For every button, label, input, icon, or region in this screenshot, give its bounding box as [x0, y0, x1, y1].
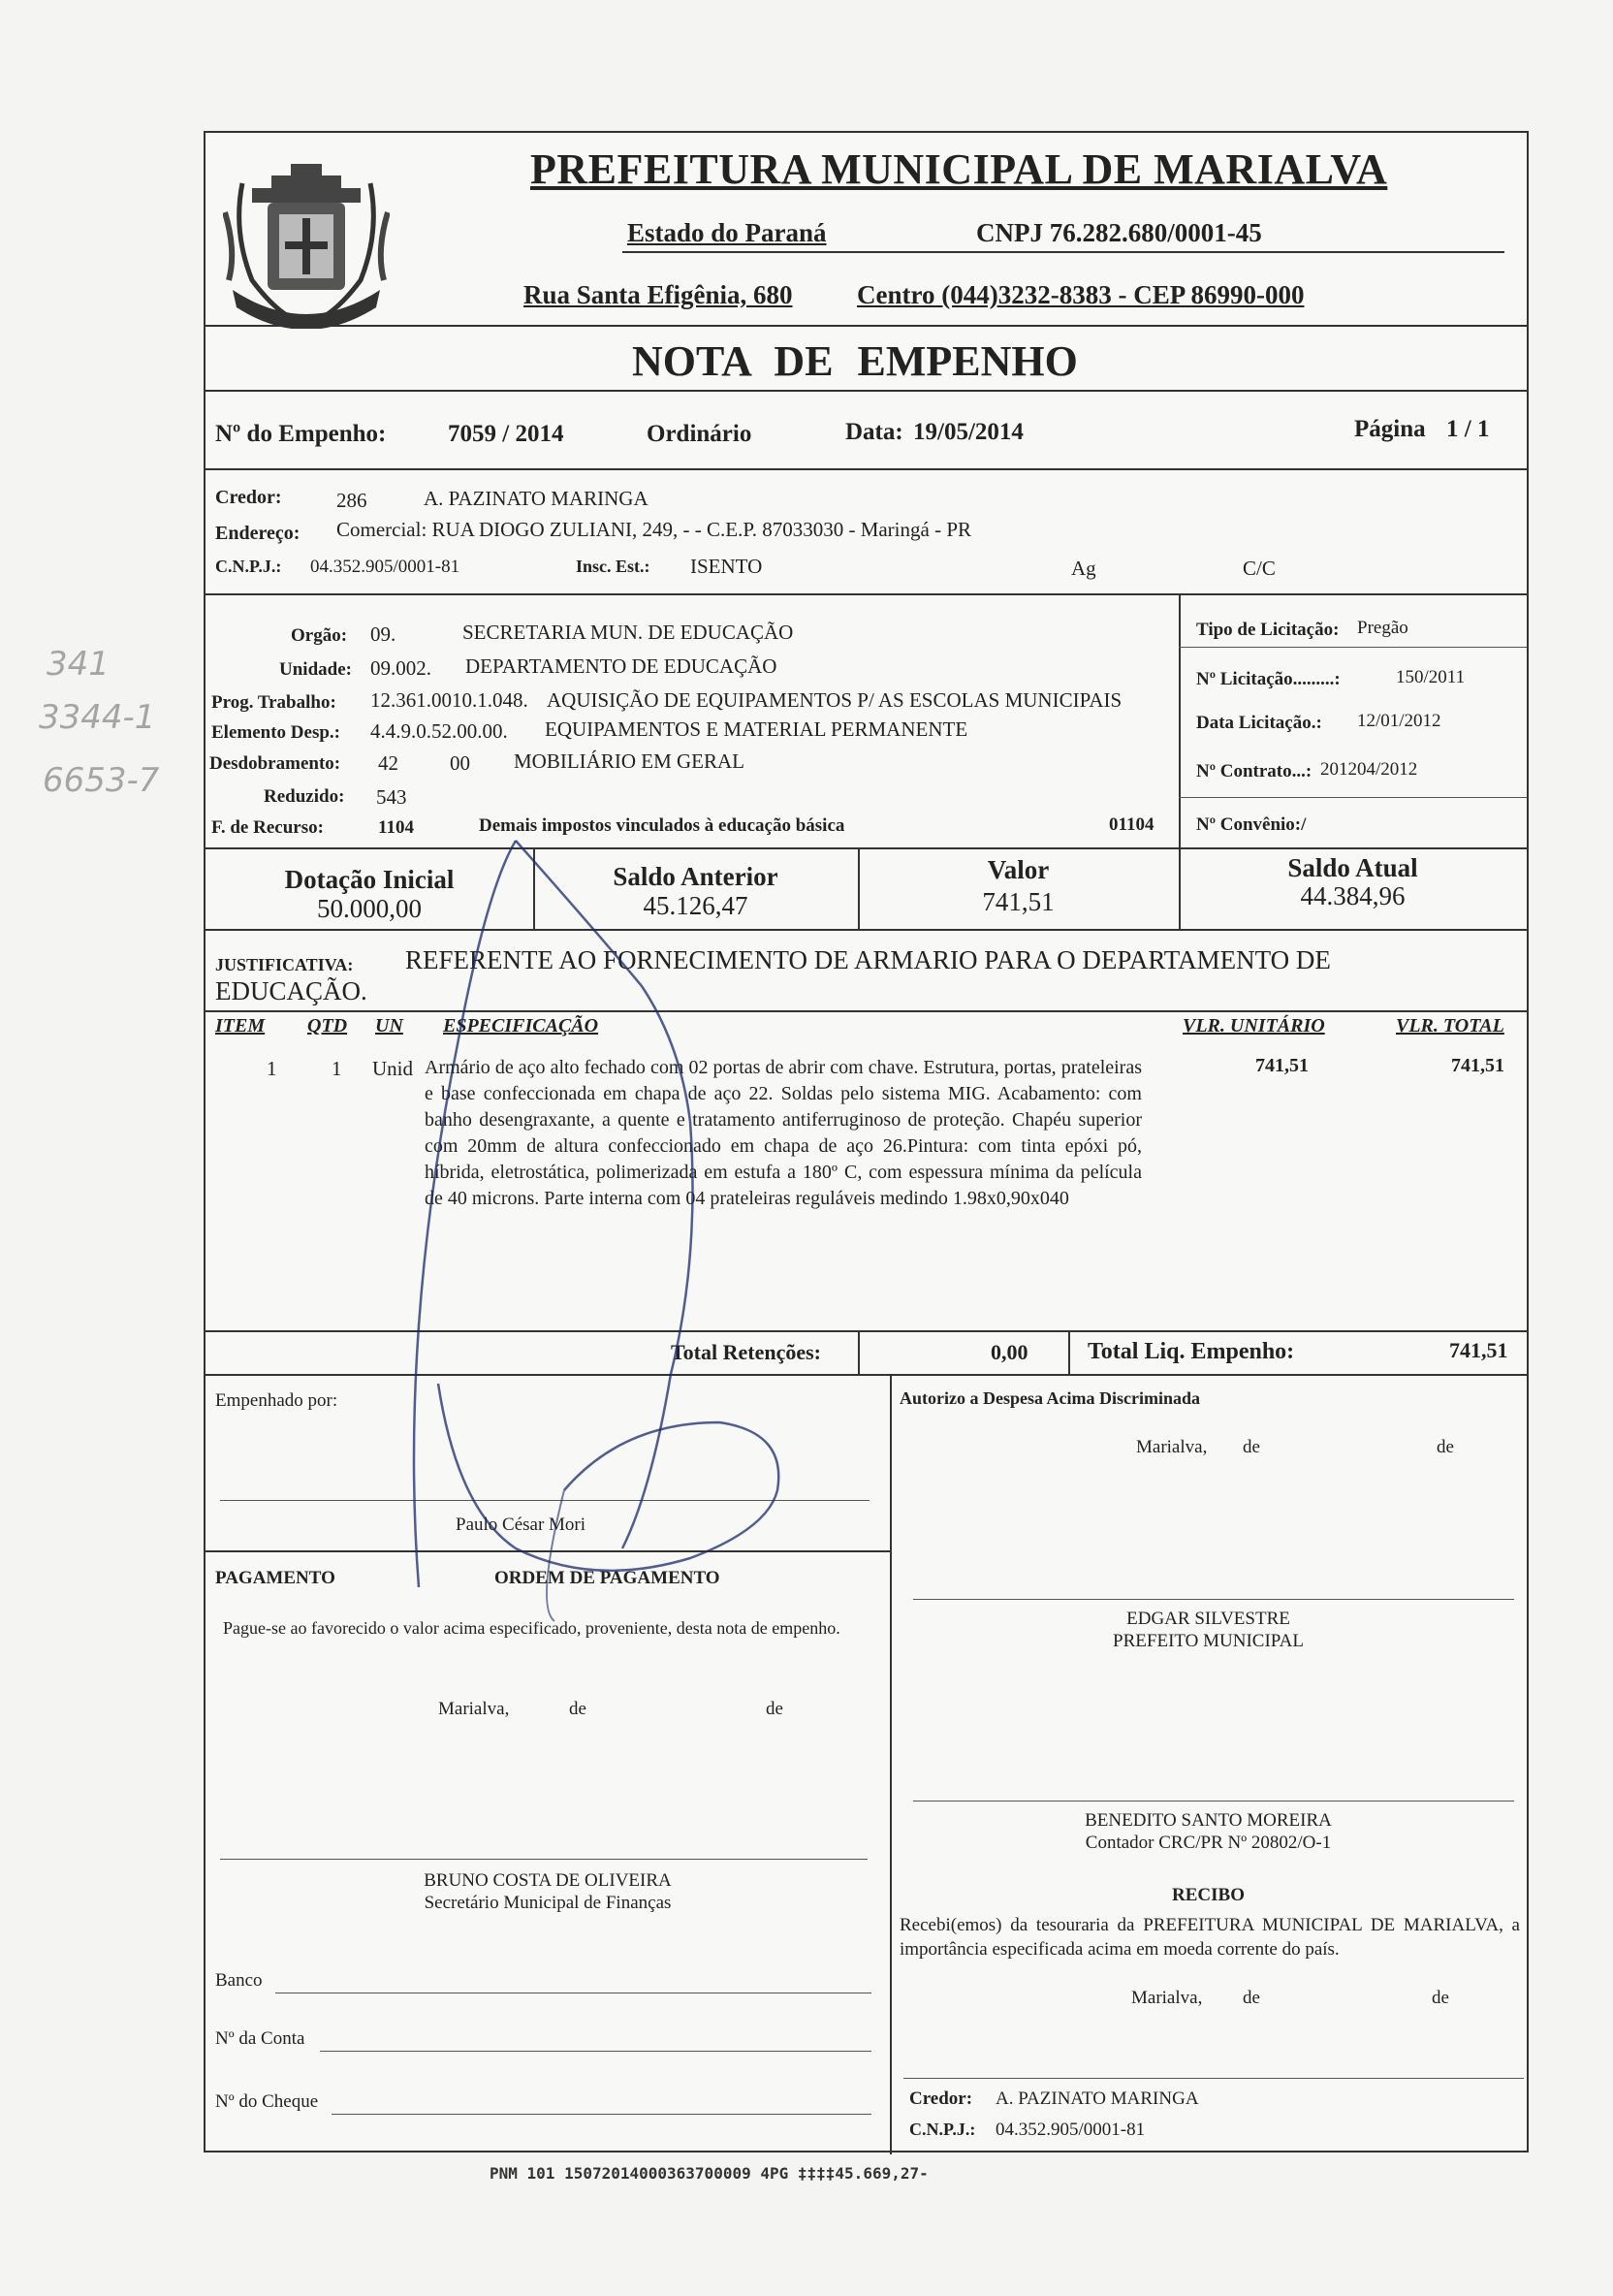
- prog-trabalho-label: Prog. Trabalho:: [211, 692, 336, 713]
- recibo-cnpj: 04.352.905/0001-81: [996, 2120, 1146, 2140]
- recibo-credor-name: A. PAZINATO MARINGA: [996, 2089, 1199, 2109]
- fonte-recurso-label: F. de Recurso:: [211, 817, 324, 838]
- prog-trabalho-name: AQUISIÇÃO DE EQUIPAMENTOS P/ AS ESCOLAS MUNICIPAIS: [547, 688, 1123, 712]
- desdobramento-sub: 00: [450, 751, 470, 775]
- empenho-date-label: Data:: [845, 419, 903, 445]
- municipal-cnpj: CNPJ 76.282.680/0001-45: [976, 218, 1262, 247]
- dotacao-inicial-label: Dotação Inicial: [284, 865, 455, 894]
- banco-label: Banco: [215, 1970, 263, 1991]
- prefeito-name: EDGAR SILVESTRE: [1126, 1609, 1290, 1629]
- reduzido-label: Reduzido:: [264, 786, 345, 807]
- contrato-label: Nº Contrato...:: [1196, 761, 1313, 781]
- contador-name: BENEDITO SANTO MOREIRA: [1085, 1810, 1332, 1831]
- saldo-atual-label: Saldo Atual: [1287, 853, 1418, 882]
- prefeito-title: PREFEITO MUNICIPAL: [1113, 1631, 1304, 1651]
- retencoes-label: Total Retenções:: [671, 1340, 821, 1364]
- convenio-label: Nº Convênio:/: [1196, 814, 1307, 835]
- dotacao-inicial-value: 50.000,00: [317, 894, 422, 923]
- tipo-licitacao-label: Tipo de Licitação:: [1196, 620, 1340, 640]
- empenhado-por-label: Empenhado por:: [215, 1390, 338, 1411]
- insc-value: ISENTO: [690, 555, 763, 578]
- col-especificacao: ESPECIFICAÇÃO: [443, 1015, 599, 1036]
- credor-code: 286: [336, 489, 367, 512]
- secretario-title: Secretário Municipal de Finanças: [424, 1893, 672, 1913]
- item-unit: Unid: [372, 1057, 413, 1080]
- credor-address: Comercial: RUA DIOGO ZULIANI, 249, - - C.E.P. 87033030 - Maringá - PR: [336, 518, 972, 541]
- municipal-crest-icon: [223, 144, 390, 329]
- pagamento-label: PAGAMENTO: [215, 1568, 335, 1588]
- saldo-anterior-label: Saldo Anterior: [613, 862, 778, 891]
- margin-note-2: 3344-1: [39, 698, 156, 737]
- fonte-recurso-name: Demais impostos vinculados à educação básica: [479, 815, 845, 836]
- page-title: PREFEITURA MUNICIPAL DE MARIALVA: [530, 145, 1388, 193]
- total-liquido-label: Total Liq. Empenho:: [1088, 1339, 1295, 1364]
- recibo-de-2: de: [1432, 1988, 1449, 2008]
- empenho-date: 19/05/2014: [913, 419, 1024, 445]
- nota-de-empenho-document: [204, 131, 1529, 2152]
- pague-se-text: Pague-se ao favorecido o valor acima especificado, proveniente, desta nota de empenho.: [223, 1618, 840, 1638]
- justificativa-label: JUSTIFICATIVA:: [215, 955, 354, 974]
- valor-value: 741,51: [982, 887, 1055, 916]
- pagamento-city: Marialva,: [438, 1699, 510, 1719]
- prog-trabalho-code: 12.361.0010.1.048.: [370, 688, 528, 712]
- autorizo-label: Autorizo a Despesa Acima Discriminada: [900, 1388, 1200, 1408]
- item-qtd: 1: [332, 1057, 342, 1080]
- elemento-code: 4.4.9.0.52.00.00.: [370, 719, 508, 743]
- cnpj-label: C.N.P.J.:: [215, 557, 282, 576]
- empenho-number: 7059 / 2014: [448, 421, 564, 447]
- orgao-code: 09.: [370, 622, 396, 646]
- elemento-label: Elemento Desp.:: [211, 722, 340, 743]
- item-specification: Armário de aço alto fechado com 02 portas de abrir com chave. Estrutura, portas, prateleiras e base confeccionada em chapa de aço 22. Soldas pelo sistema MIG. Acabamento: com banho desengraxante, a quente e tratamento antiferruginoso de proteção. Chapéu superior com 20mm de altura confeccionado em chapa de aço 26.Pintura: com tinta epóxi pó, híbrida, eletrostática, polimerizada em estufa a 180º C, com espessura mínima da película de 40 microns. Parte interna com 04 prateleiras reguláveis medindo 1.98x0,90x040: [425, 1057, 1142, 1209]
- recibo-de-1: de: [1243, 1988, 1260, 2008]
- tipo-licitacao-value: Pregão: [1357, 618, 1408, 638]
- unidade-code: 09.002.: [370, 656, 431, 680]
- licitacao-number-label: Nº Licitação.........:: [1196, 669, 1341, 689]
- reduzido-value: 543: [376, 785, 407, 809]
- item-unit-value: 741,51: [1255, 1055, 1309, 1076]
- fonte-recurso-number: 01104: [1109, 814, 1154, 835]
- cheque-label: Nº do Cheque: [215, 2091, 319, 2112]
- valor-label: Valor: [987, 855, 1050, 884]
- insc-label: Insc. Est.:: [576, 557, 650, 576]
- footer-barcode-text: PNM 101 15072014000363700009 4PG ‡‡‡‡45.669,27-: [490, 2164, 929, 2183]
- recibo-city: Marialva,: [1131, 1988, 1203, 2008]
- licitacao-number: 150/2011: [1396, 667, 1466, 687]
- item-total-value: 741,51: [1451, 1055, 1504, 1076]
- secretario-name: BRUNO COSTA DE OLIVEIRA: [424, 1870, 672, 1891]
- saldo-anterior-value: 45.126,47: [643, 891, 748, 920]
- recibo-credor-label: Credor:: [909, 2089, 973, 2109]
- margin-note-1: 341: [47, 645, 110, 684]
- fonte-recurso-code: 1104: [378, 817, 414, 838]
- col-vlr-unitario: VLR. UNITÁRIO: [1183, 1015, 1325, 1036]
- credor-cnpj: 04.352.905/0001-81: [310, 557, 460, 577]
- agency-label: Ag: [1071, 557, 1096, 580]
- retencoes-value: 0,00: [991, 1340, 1028, 1364]
- address-label: Endereço:: [215, 523, 300, 544]
- data-licitacao-label: Data Licitação.:: [1196, 713, 1322, 733]
- credor-name: A. PAZINATO MARINGA: [424, 487, 648, 510]
- contrato-value: 201204/2012: [1320, 759, 1418, 780]
- recibo-label: RECIBO: [1172, 1885, 1245, 1905]
- unidade-label: Unidade:: [279, 659, 352, 680]
- autorizo-de-2: de: [1437, 1437, 1454, 1457]
- margin-note-3: 6653-7: [43, 761, 160, 800]
- street-address: Rua Santa Efigênia, 680: [523, 280, 793, 309]
- justificativa-line-1: REFERENTE AO FORNECIMENTO DE ARMARIO PARA O DEPARTAMENTO DE: [405, 945, 1331, 974]
- ordem-pagamento-label: ORDEM DE PAGAMENTO: [494, 1568, 720, 1588]
- address-contact: Centro (044)3232-8383 - CEP 86990-000: [857, 280, 1305, 309]
- col-un: UN: [375, 1015, 403, 1036]
- orgao-label: Orgão:: [291, 625, 348, 646]
- orgao-name: SECRETARIA MUN. DE EDUCAÇÃO: [462, 621, 794, 644]
- col-item: ITEM: [215, 1015, 266, 1036]
- item-number: 1: [267, 1057, 277, 1080]
- empenho-type: Ordinário: [647, 421, 752, 447]
- col-qtd: QTD: [307, 1015, 348, 1036]
- col-vlr-total: VLR. TOTAL: [1396, 1015, 1504, 1036]
- unidade-name: DEPARTAMENTO DE EDUCAÇÃO: [465, 654, 777, 678]
- desdobramento-name: MOBILIÁRIO EM GERAL: [514, 749, 744, 773]
- credor-label: Credor:: [215, 487, 282, 508]
- empenhado-por-name: Paulo César Mori: [456, 1515, 586, 1535]
- state-name: Estado do Paraná: [627, 218, 827, 247]
- page-number: 1 / 1: [1446, 416, 1490, 442]
- autorizo-de-1: de: [1243, 1437, 1260, 1457]
- desdobramento-label: Desdobramento:: [209, 753, 341, 774]
- empenho-number-label: Nº do Empenho:: [215, 421, 387, 447]
- document-type-title: NOTA DE EMPENHO: [632, 337, 1078, 385]
- desdobramento-code: 42: [378, 751, 398, 775]
- conta-label: Nº da Conta: [215, 2028, 305, 2049]
- total-liquido-value: 741,51: [1449, 1338, 1508, 1362]
- contador-title: Contador CRC/PR Nº 20802/O-1: [1085, 1833, 1332, 1853]
- page-label: Página: [1354, 416, 1426, 442]
- pagamento-de-2: de: [766, 1699, 783, 1719]
- account-label: C/C: [1243, 557, 1276, 580]
- recibo-text: Recebi(emos) da tesouraria da PREFEITURA MUNICIPAL DE MARIALVA, a importância especificada acima em moeda corrente do país.: [900, 1915, 1520, 1960]
- justificativa-line-2: EDUCAÇÃO.: [215, 976, 367, 1005]
- elemento-name: EQUIPAMENTOS E MATERIAL PERMANENTE: [545, 718, 968, 741]
- pagamento-de-1: de: [569, 1699, 586, 1719]
- saldo-atual-value: 44.384,96: [1300, 881, 1406, 910]
- data-licitacao-value: 12/01/2012: [1357, 711, 1441, 731]
- autorizo-city: Marialva,: [1136, 1437, 1208, 1457]
- recibo-cnpj-label: C.N.P.J.:: [909, 2120, 976, 2139]
